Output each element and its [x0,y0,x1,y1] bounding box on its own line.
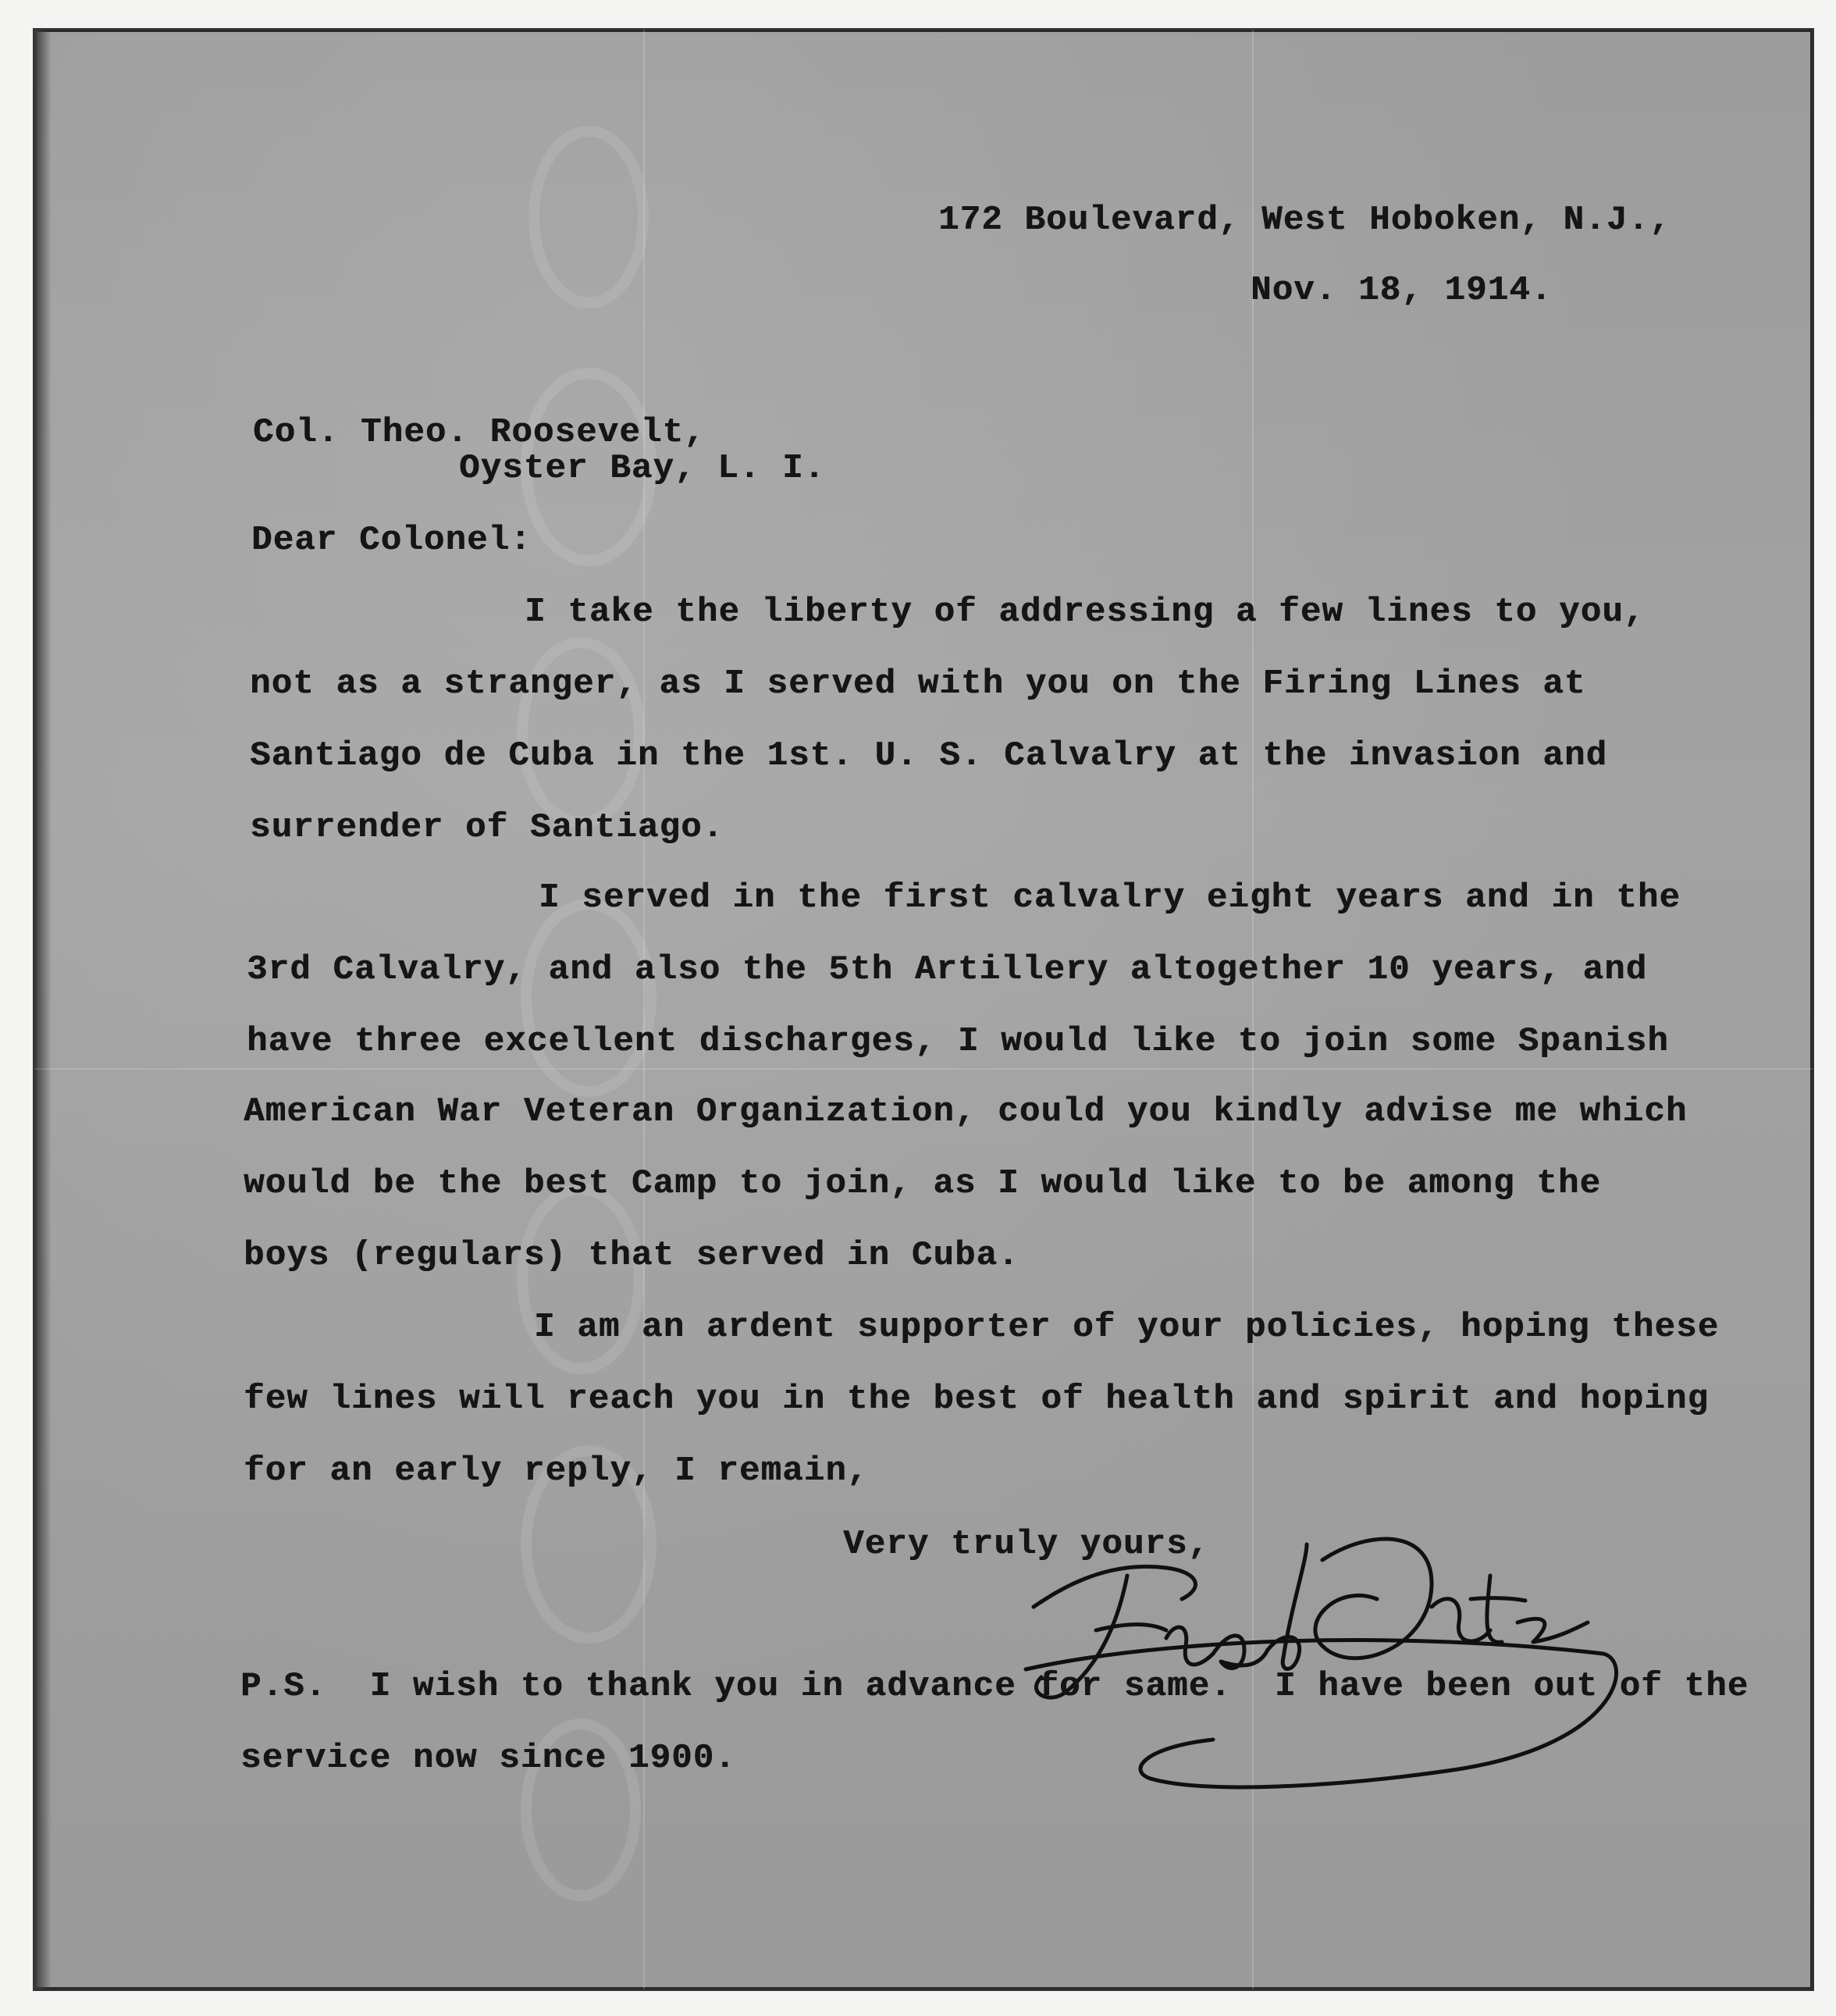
body-line: surrender of Santiago. [250,808,724,847]
body-line: for an early reply, I remain, [244,1451,869,1491]
sender-address: 172 Boulevard, West Hoboken, N.J., [938,201,1671,240]
fold-line-horizontal [34,1068,1813,1070]
recipient-address: Oyster Bay, L. I. [459,449,826,488]
page-edge-shadow [34,30,52,1989]
salutation: Dear Colonel: [251,521,532,560]
body-line: few lines will reach you in the best of health and spirit and hoping [244,1380,1710,1419]
letter-page [33,28,1814,1991]
recipient-name: Col. Theo. Roosevelt, [253,413,706,452]
postscript-line: P.S. I wish to thank you in advance for same. I have been out of the [240,1667,1749,1706]
closing: Very truly yours, [843,1525,1210,1564]
body-line: have three excellent discharges, I would like to join some Spanish [247,1022,1669,1061]
body-line: I take the liberty of addressing a few lines to you, [525,593,1646,632]
body-line: not as a stranger, as I served with you on the Firing Lines at [250,664,1586,703]
body-line: American War Veteran Organization, could you kindly advise me which [244,1092,1688,1131]
postscript-line: service now since 1900. [240,1739,736,1778]
body-line: I served in the first calvalry eight years and in the [539,878,1681,917]
body-line: Santiago de Cuba in the 1st. U. S. Calvalry at the invasion and [250,736,1608,775]
letter-date: Nov. 18, 1914. [1251,271,1553,310]
body-line: would be the best Camp to join, as I would like to be among the [244,1164,1602,1203]
body-line: boys (regulars) that served in Cuba. [244,1236,1019,1275]
body-line: 3rd Calvalry, and also the 5th Artillery altogether 10 years, and [247,950,1648,989]
body-line: I am an ardent supporter of your policies, hoping these [534,1308,1720,1347]
